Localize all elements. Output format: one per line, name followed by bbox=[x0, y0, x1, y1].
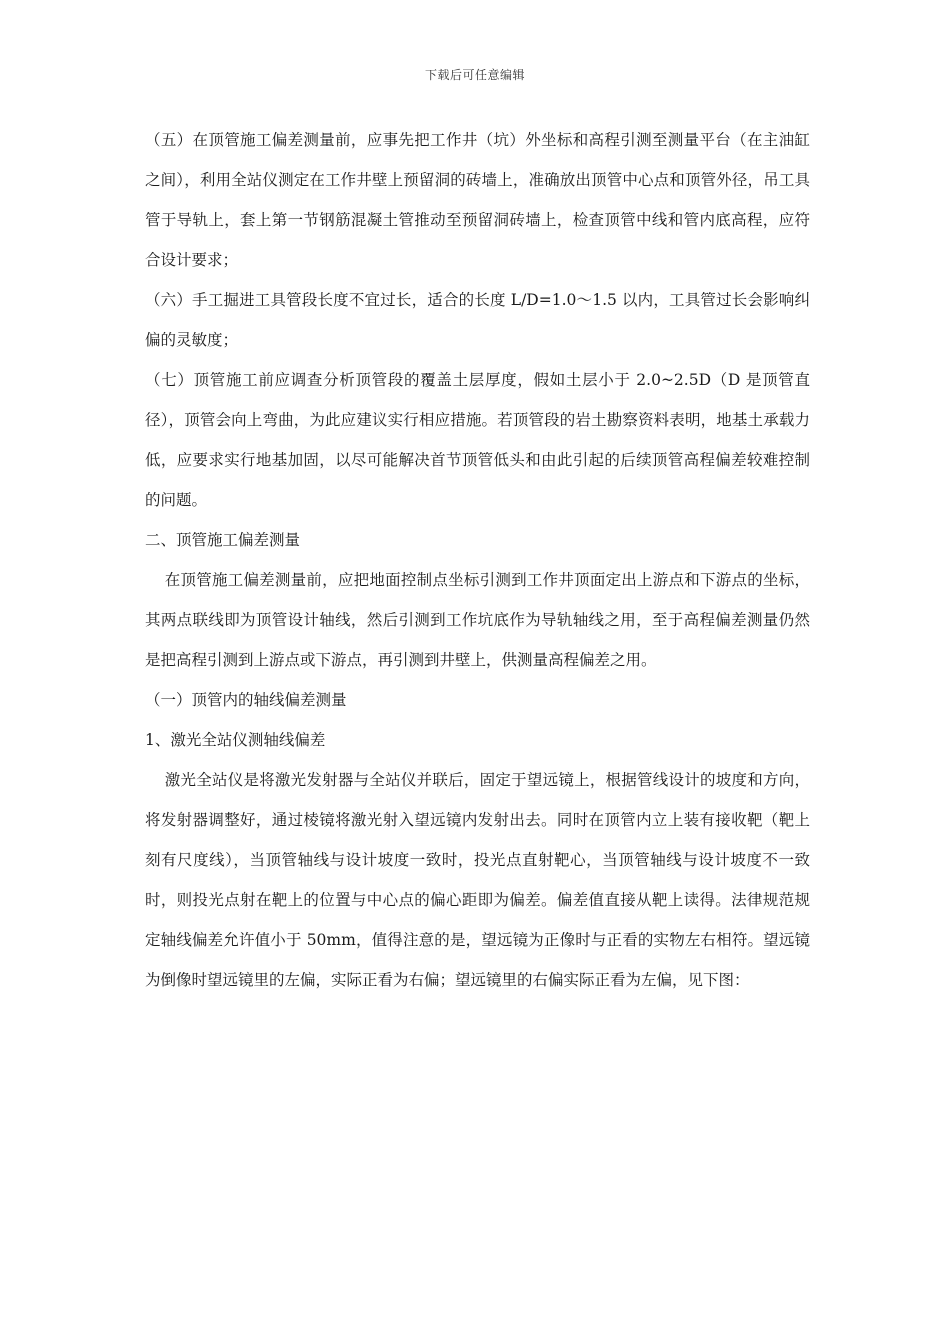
item-1-body: 激光全站仪是将激光发射器与全站仪并联后，固定于望远镜上，根据管线设计的坡度和方向，将发射器调整好，通过棱镜将激光射入望远镜内发射出去。同时在顶管内立上装有接收靶（靶上刻有尺度线），当顶管轴线与设计坡度一致时，投光点直射靶心，当顶管轴线与设计坡度不一致时，则投光点射在靶上的位置与中心点的偏心距即为偏差。偏差值直接从靶上读得。法律规范规定轴线偏差允许值小于 50mm，值得注意的是，望远镜为正像时与正看的实物左右相符。望远镜为倒像时望远镜里的左偏，实际正看为右偏；望远镜里的右偏实际正看为左偏，见下图： bbox=[145, 771, 810, 989]
item-heading-1: 1、激光全站仪测轴线偏差 bbox=[145, 731, 326, 749]
section-2-body: 在顶管施工偏差测量前，应把地面控制点坐标引测到工作井顶面定出上游点和下游点的坐标，其两点联线即为顶管设计轴线，然后引测到工作坑底作为导轨轴线之用，至于高程偏差测量仍然是把高程引测到上游点或下游点，再引测到井壁上，供测量高程偏差之用。 bbox=[145, 571, 810, 669]
paragraph-five: （五）在顶管施工偏差测量前，应事先把工作井（坑）外坐标和高程引测至测量平台（在主油缸之间），利用全站仪测定在工作井壁上预留洞的砖墙上，准确放出顶管中心点和顶管外径，吊工具管于导轨上，套上第一节钢筋混凝土管推动至预留洞砖墙上，检查顶管中线和管内底高程，应符合设计要求； bbox=[145, 131, 810, 269]
section-heading-2: 二、顶管施工偏差测量 bbox=[145, 531, 301, 549]
paragraph-seven: （七）顶管施工前应调查分析顶管段的覆盖土层厚度，假如土层小于 2.0~2.5D（D 是顶管直径），顶管会向上弯曲，为此应建议实行相应措施。若顶管段的岩土勘察资料表明，地基土承载力低，应要求实行地基加固，以尽可能解决首节顶管低头和由此引起的后续顶管高程偏差较难控制的问题。 bbox=[145, 371, 810, 509]
document-body bbox=[145, 120, 810, 1000]
subsection-heading-1: （一）顶管内的轴线偏差测量 bbox=[145, 691, 347, 709]
page-header: 下载后可任意编辑 bbox=[424, 68, 525, 82]
paragraph-six: （六）手工掘进工具管段长度不宜过长，适合的长度 L/D=1.0～1.5 以内，工具管过长会影响纠偏的灵敏度； bbox=[145, 291, 810, 349]
